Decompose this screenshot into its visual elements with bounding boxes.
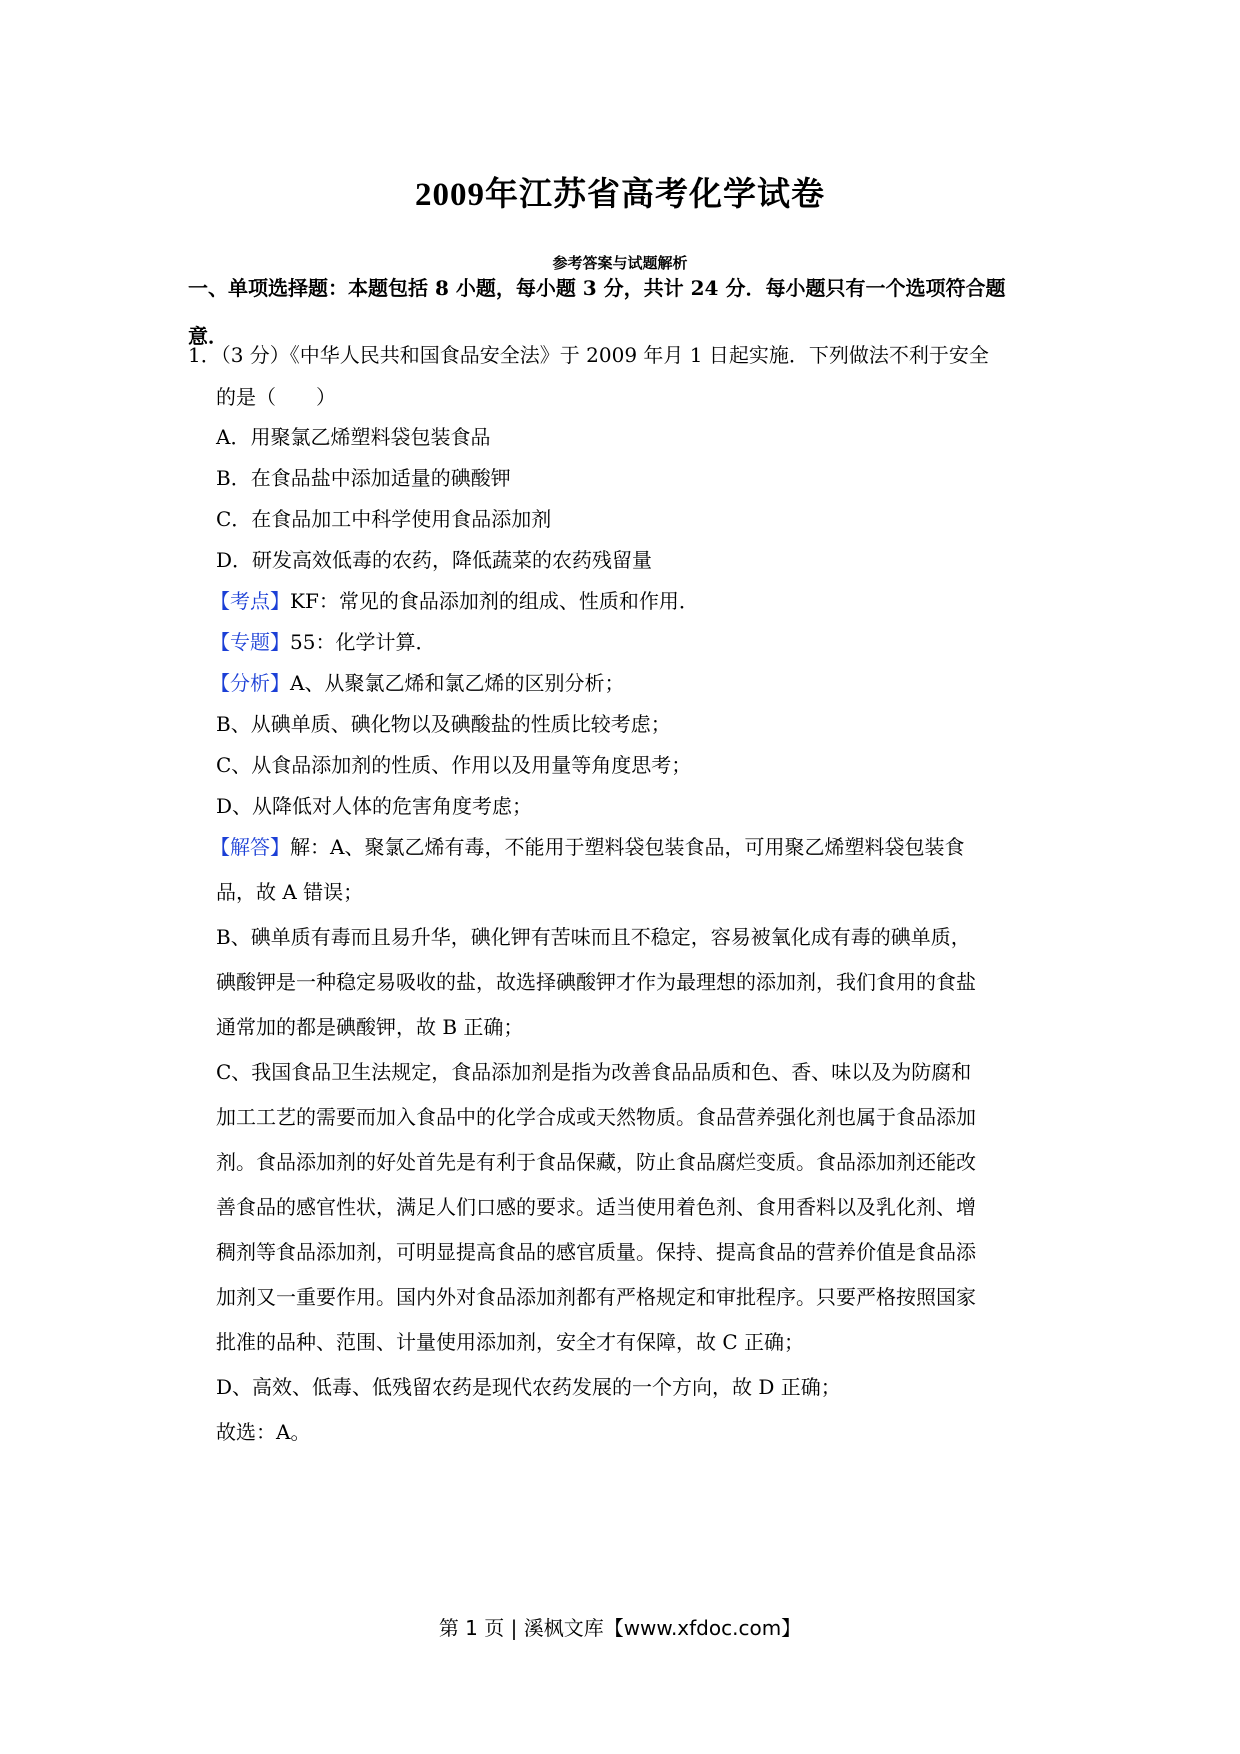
- jieda-line-10: 加剂又一重要作用。国内外对食品添加剂都有严格规定和审批程序。只要严格按照国家: [216, 1285, 976, 1309]
- option-c: C．在食品加工中科学使用食品添加剂: [216, 507, 552, 531]
- jieda-line-1: 品，故 A 错误；: [216, 880, 364, 904]
- kaodian-text: KF：常见的食品添加剂的组成、性质和作用．: [290, 589, 699, 613]
- jieda-line-11: 批准的品种、范围、计量使用添加剂，安全才有保障，故 C 正确；: [216, 1330, 805, 1354]
- document-subtitle: 参考答案与试题解析: [552, 254, 688, 272]
- question-stem-line2: 的是（ ）: [216, 385, 336, 409]
- section-heading-line1: 一、单项选择题：本题包括 8 小题，每小题 3 分，共计 24 分．每小题只有一个选项符合题: [188, 276, 1006, 300]
- document-title: 2009年江苏省高考化学试卷: [415, 177, 825, 213]
- page-footer: 第 1 页 | 溪枫文库【www.xfdoc.com】: [438, 1616, 802, 1640]
- jieda-line-6: 加工工艺的需要而加入食品中的化学合成或天然物质。食品营养强化剂也属于食品添加: [216, 1105, 976, 1129]
- kaodian-line: [210, 586, 699, 616]
- jieda-line-2: B、碘单质有毒而且易升华，碘化钾有苦味而且不稳定，容易被氧化成有毒的碘单质，: [216, 925, 971, 949]
- jieda-line-12: D、高效、低毒、低残留农药是现代农药发展的一个方向，故 D 正确；: [216, 1375, 841, 1399]
- jieda-line-4: 通常加的都是碘酸钾，故 B 正确；: [216, 1015, 524, 1039]
- fenxi-line-c: C、从食品添加剂的性质、作用以及用量等角度思考；: [216, 753, 692, 777]
- fenxi-text: A、从聚氯乙烯和氯乙烯的区别分析；: [290, 671, 625, 695]
- fenxi-line-b: B、从碘单质、碘化物以及碘酸盐的性质比较考虑；: [216, 712, 671, 736]
- zhuanti-line: [210, 627, 435, 657]
- section-heading-line2: 意．: [188, 324, 228, 348]
- option-a: A．用聚氯乙烯塑料袋包装食品: [216, 425, 491, 449]
- jieda-line-9: 稠剂等食品添加剂，可明显提高食品的感官质量。保持、提高食品的营养价值是食品添: [216, 1240, 976, 1264]
- jieda-line-7: 剂。食品添加剂的好处首先是有利于食品保藏，防止食品腐烂变质。食品添加剂还能改: [216, 1150, 976, 1174]
- jieda-line-8: 善食品的感官性状，满足人们口感的要求。适当使用着色剂、食用香料以及乳化剂、增: [216, 1195, 976, 1219]
- fenxi-line: [210, 668, 624, 698]
- jieda-line-3: 碘酸钾是一种稳定易吸收的盐，故选择碘酸钾才作为最理想的添加剂，我们食用的食盐: [216, 970, 976, 994]
- option-b: B．在食品盐中添加适量的碘酸钾: [216, 466, 511, 490]
- kaodian-tag: 【考点】: [210, 589, 290, 613]
- zhuanti-text: 55：化学计算．: [290, 630, 436, 654]
- jieda-line-5: C、我国食品卫生法规定，食品添加剂是指为改善食品品质和色、香、味以及为防腐和: [216, 1060, 972, 1084]
- question-stem-line1: 1．（3 分）《中华人民共和国食品安全法》于 2009 年月 1 日起实施．下列做法不利于安全: [188, 343, 989, 367]
- zhuanti-tag: 【专题】: [210, 630, 290, 654]
- jieda-text: 解：A、聚氯乙烯有毒，不能用于塑料袋包装食品，可用聚乙烯塑料袋包装食: [290, 835, 965, 859]
- fenxi-line-d: D、从降低对人体的危害角度考虑；: [216, 794, 533, 818]
- fenxi-tag: 【分析】: [210, 671, 290, 695]
- jieda-line-13: 故选：A。: [216, 1420, 311, 1444]
- jieda-tag: 【解答】: [210, 835, 290, 859]
- option-d: D．研发高效低毒的农药，降低蔬菜的农药残留量: [216, 548, 653, 572]
- jieda-line: [210, 832, 964, 862]
